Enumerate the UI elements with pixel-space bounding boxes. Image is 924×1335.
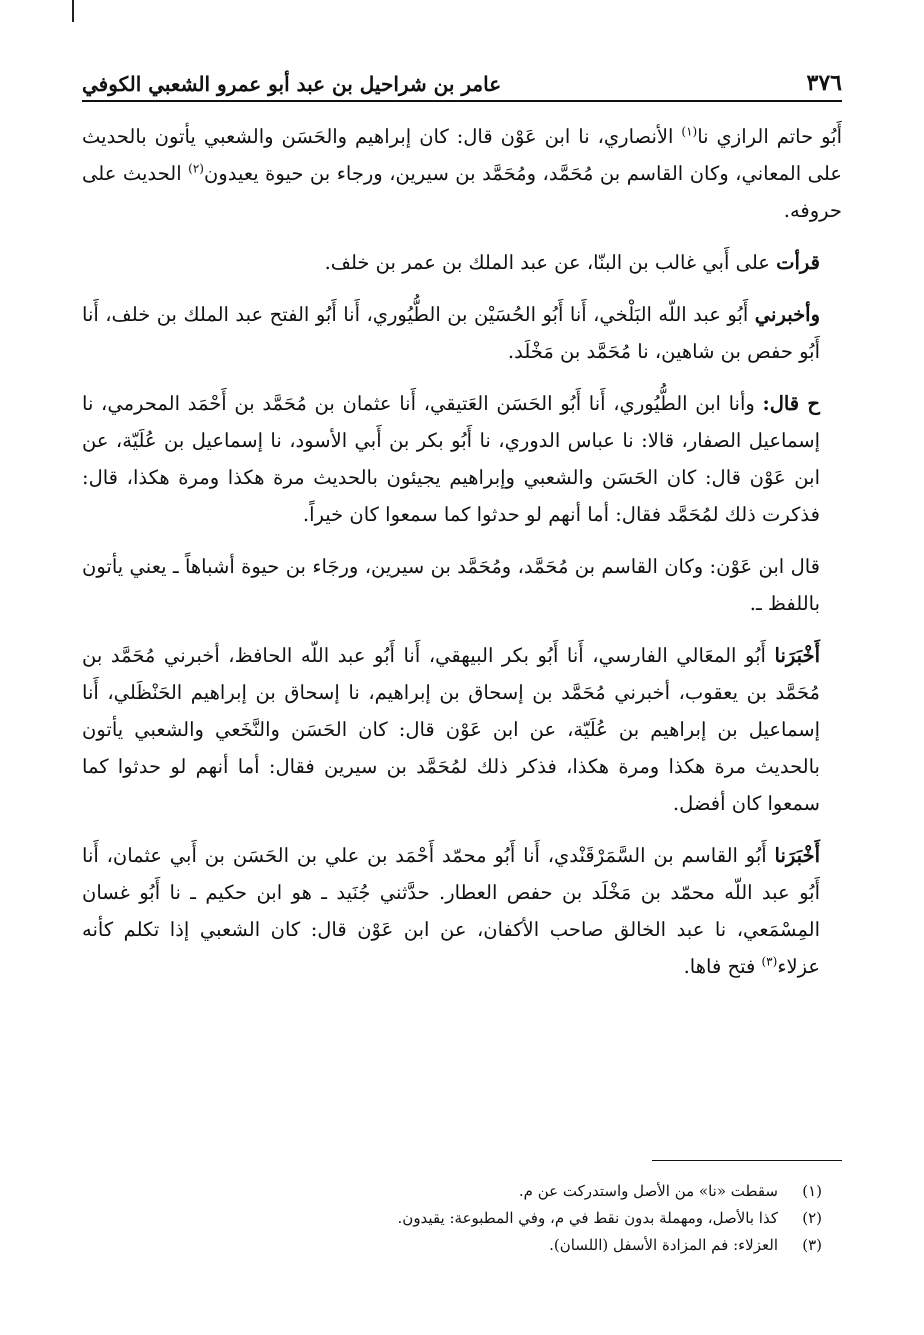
lead-word: ح قال: [762, 392, 820, 415]
footnote-1 [82, 1178, 822, 1205]
paragraph-4 [82, 385, 842, 533]
paragraph-3 [82, 296, 842, 370]
paragraph-6 [82, 637, 842, 822]
paragraph-text: على أَبي غالب بن البنّا، عن عبد الملك بن عمر بن خلف. [324, 251, 777, 274]
footnote-text: كذا بالأصل، ومهملة بدون نقط في م، وفي المطبوعة: يقيدون. [397, 1209, 778, 1227]
footnote-ref-2: (٢) [188, 161, 204, 176]
paragraph-text: أَبُو المعَالي الفارسي، أَنا أَبُو بكر البيهقي، أَنا أَبُو عبد اللّه الحافظ، أخبرني مُحَمَّد بن مُحَمَّد بن يعقوب، أخبرني مُحَمَّد بن إسحاق بن إبراهيم، نا إسحاق بن إبراهيم الحَنْظَلي، أَنا إسماعيل بن إبراهيم بن عُلَيّة، عن ابن عَوْن قال: كان الحَسَن والنَّخَعي والشعبي يأتون بالحديث مرة هكذا ومرة هكذا، فذكر ذلك لمُحَمَّد بن سيرين فقال: أما أنهم لو حدثوا كما سمعوا كان أفضل. [82, 644, 820, 815]
paragraph-text: الأنصاري، نا ابن عَوْن قال: كان إبراهيم والحَسَن والشعبي يأتون بالحديث على المعاني، وكان القاسم بن مُحَمَّد، ومُحَمَّد بن سيرين، ورجاء بن حيوة يعيدون [82, 125, 842, 185]
paragraph-text: قال ابن عَوْن: وكان القاسم بن مُحَمَّد، ومُحَمَّد بن سيرين، ورجَاء بن حيوة أشباهاً ـ يعني يأتون باللفظ ـ. [82, 555, 820, 615]
lead-word: وأخبرني [754, 303, 820, 326]
paragraph-1 [82, 118, 842, 229]
paragraph-text: وأنا ابن الطُّيُوري، أَنا أَبُو الحَسَن العَتيقي، أَنا عثمان بن مُحَمَّد بن أَحْمَد المحرمي، نا إسماعيل الصفار، قالا: نا عباس الدوري، نا أَبُو بكر بن أَبي الأسود، نا إسماعيل بن عُلَيّة، عن ابن عَوْن قال: كان الحَسَن والشعبي وإبراهيم يجيئون بالحديث مرة هكذا ومرة هكذا، قال: فذكرت ذلك لمُحَمَّد فقال: أما أنهم لو حدثوا كما سمعوا كان خيراً. [82, 392, 820, 526]
paragraph-2 [82, 244, 842, 281]
footnote-text: العزلاء: فم المزادة الأسفل (اللسان). [549, 1236, 778, 1254]
paragraph-7 [82, 837, 842, 985]
paragraph-text: أَبُو عبد اللّه البَلْخي، أَنا أَبُو الحُسَيْن بن الطُّيُوري، أَنا أَبُو الفتح عبد الملك بن خلف، أَنا أَبُو حفص بن شاهين، نا مُحَمَّد بن مَخْلَد. [82, 303, 820, 363]
footnote-text: سقطت «نا» من الأصل واستدركت عن م. [518, 1182, 778, 1200]
main-text [82, 118, 842, 1000]
running-title: عامر بن شراحيل بن عبد أبو عمرو الشعبي الكوفي [82, 72, 502, 96]
paragraph-text: فتح فاها. [683, 955, 762, 978]
margin-rule [72, 0, 74, 22]
lead-word: أَخْبَرَنا [774, 644, 820, 667]
footnote-number: (٢) [802, 1209, 822, 1227]
paragraph-5 [82, 548, 842, 622]
paragraph-text: أَبُو القاسم بن السَّمَرْقَنْدي، أَنا أَبُو محمّد أَحْمَد بن علي بن الحَسَن بن أَبي عثمان، أَنا أَبُو عبد اللّه محمّد بن مَخْلَد بن حفص العطار. حدَّثني جُنَيد ـ هو ابن حكيم ـ نا أَبُو غسان المِسْمَعي، نا عبد الخالق صاحب الأكفان، عن ابن عَوْن قال: كان الشعبي إذا تكلم كأنه عزلاء [82, 844, 820, 978]
paragraph-text: أَبُو حاتم الرازي نا [697, 125, 843, 148]
footnote-number: (٣) [802, 1236, 822, 1254]
footnote-3 [82, 1232, 822, 1259]
footnote-2 [82, 1205, 822, 1232]
paragraph-text: الحديث على حروفه. [82, 162, 842, 222]
running-header [82, 58, 842, 102]
footnote-ref-3: (٣) [761, 954, 778, 969]
lead-word: قرأت [776, 251, 820, 274]
footnote-separator [652, 1160, 842, 1161]
lead-word: أَخْبَرَنا [774, 844, 820, 867]
footnote-ref-1: (١) [681, 124, 698, 139]
footnotes [82, 1178, 822, 1259]
page-number: ٣٧٦ [806, 70, 842, 96]
footnote-number: (١) [802, 1182, 822, 1200]
